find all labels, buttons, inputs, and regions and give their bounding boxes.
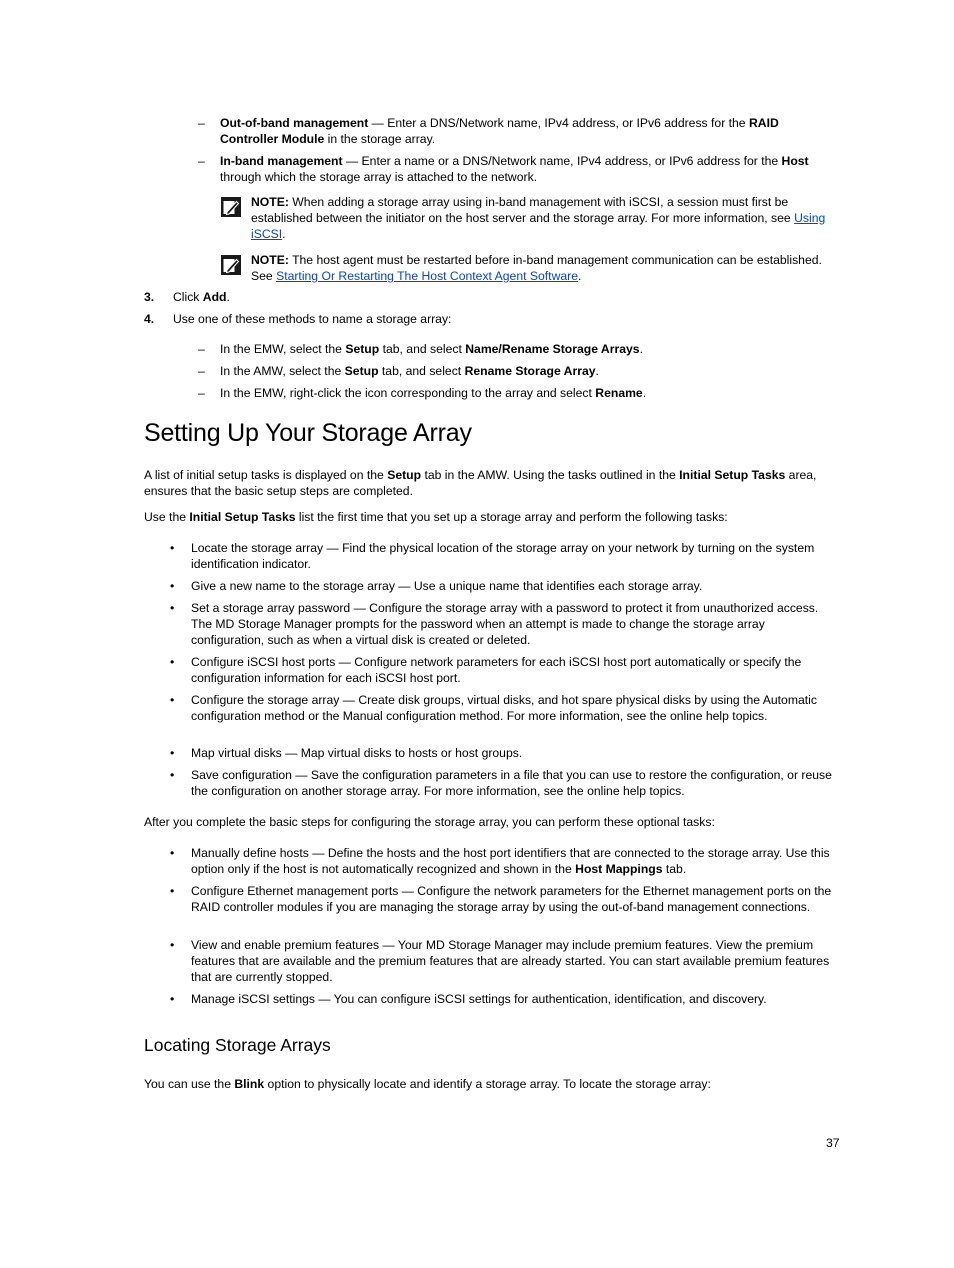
term-raid-module: RAID Controller Module <box>220 116 779 146</box>
list-item: View and enable premium features — Your MD Storage Manager may include premium features. View the premium features that are available and the premium features that are already started. You can start available premium features that are currently stopped. <box>191 938 830 984</box>
list-item: Map virtual disks — Map virtual disks to hosts or host groups. <box>191 746 523 760</box>
list-item: Manage iSCSI settings — You can configure iSCSI settings for authentication, identification, and discovery. <box>191 992 767 1006</box>
note-pencil-icon <box>221 197 241 217</box>
bullet: • <box>170 746 175 760</box>
bullet: • <box>170 938 175 952</box>
bullet: • <box>170 541 175 555</box>
subsection-heading: Locating Storage Arrays <box>144 1035 331 1055</box>
list-item: Configure the storage array — Create disk groups, virtual disks, and hot spare physical disks by using the Automatic configuration method or the Manual configuration method. For more information, see the online help topics. <box>191 693 817 723</box>
list-item: Configure iSCSI host ports — Configure network parameters for each iSCSI host port automatically or specify the configuration information for each iSCSI host port. <box>191 655 802 685</box>
bullet: • <box>170 693 175 707</box>
list-item: Give a new name to the storage array — Use a unique name that identifies each storage array. <box>191 579 703 593</box>
section-heading: Setting Up Your Storage Array <box>144 419 472 447</box>
name-method-amw: In the AMW, select the Setup tab, and select Rename Storage Array. <box>220 364 599 378</box>
bullet: • <box>170 884 175 898</box>
locate-paragraph: You can use the Blink option to physically locate and identify a storage array. To locate the storage array: <box>144 1077 711 1091</box>
list-item: Configure Ethernet management ports — Configure the network parameters for the Ethernet management ports on the RAID controller modules if you are managing the storage array by using the out-of-band management connections. <box>191 884 832 914</box>
link-restart-host-agent[interactable]: Starting Or Restarting The Host Context Agent Software <box>276 269 578 283</box>
optional-intro: After you complete the basic steps for configuring the storage array, you can perform these optional tasks: <box>144 815 715 829</box>
page-number: 37 <box>826 1136 840 1150</box>
name-method-rightclick: In the EMW, right-click the icon corresponding to the array and select Rename. <box>220 386 647 400</box>
term-in-band: In-band management <box>220 154 343 168</box>
bullet: • <box>170 846 175 860</box>
intro-paragraph-2: Use the Initial Setup Tasks list the first time that you set up a storage array and perform the following tasks: <box>144 510 728 524</box>
note-iscsi: NOTE: When adding a storage array using in-band management with iSCSI, a session must first be established between the initiator on the host server and the storage array. For more information, see Using iSCSI. <box>251 195 826 241</box>
list-item: Save configuration — Save the configuration parameters in a file that you can use to restore the configuration, or reuse the configuration on another storage array. For more information, see the online help topics. <box>191 768 832 798</box>
list-item: Set a storage array password — Configure the storage array with a password to protect it from unauthorized access. The MD Storage Manager prompts for the password when an attempt is made to change the storage array configuration, such as when a virtual disk is created or deleted. <box>191 601 819 647</box>
dash-marker: – <box>198 364 205 378</box>
dash-item-in-band: In-band management — Enter a name or a DNS/Network name, IPv4 address, or IPv6 address for the Host through which the storage array is attached to the network. <box>220 154 809 184</box>
note-host-agent: NOTE: The host agent must be restarted before in-band management communication can be established. See Starting Or Restarting The Host Context Agent Software. <box>251 253 822 283</box>
step-name-array: Use one of these methods to name a storage array: <box>173 312 452 326</box>
note-pencil-icon <box>221 255 241 275</box>
dash-marker: – <box>198 154 205 168</box>
term-host: Host <box>781 154 809 168</box>
dash-marker: – <box>198 386 205 400</box>
term-out-of-band: Out-of-band management <box>220 116 369 130</box>
bullet: • <box>170 768 175 782</box>
note-label: NOTE: <box>251 195 289 209</box>
link-using-iscsi[interactable]: Using iSCSI <box>251 211 826 241</box>
step-click-add: Click Add. <box>173 290 230 304</box>
list-item: Manually define hosts — Define the hosts and the host port identifiers that are connected to the storage array. Use this option only if the host is not automatically recognized and shown in the Host Mappings tab. <box>191 846 830 876</box>
note-label: NOTE: <box>251 253 289 267</box>
bullet: • <box>170 601 175 615</box>
bullet: • <box>170 992 175 1006</box>
dash-item-out-of-band: Out-of-band management — Enter a DNS/Network name, IPv4 address, or IPv6 address for the RAID Controller Module in the storage array. <box>220 116 779 146</box>
bullet: • <box>170 579 175 593</box>
list-item: Locate the storage array — Find the physical location of the storage array on your network by turning on the system identification indicator. <box>191 541 815 571</box>
step-number: 4. <box>144 312 155 326</box>
name-method-emw: In the EMW, select the Setup tab, and select Name/Rename Storage Arrays. <box>220 342 643 356</box>
bullet: • <box>170 655 175 669</box>
step-number: 3. <box>144 290 155 304</box>
term-add: Add <box>202 290 227 304</box>
dash-marker: – <box>198 342 205 356</box>
dash-marker: – <box>198 116 205 130</box>
intro-paragraph-1: A list of initial setup tasks is displayed on the Setup tab in the AMW. Using the tasks outlined in the Initial Setup Tasks area, ensures that the basic setup steps are completed. <box>144 468 817 498</box>
